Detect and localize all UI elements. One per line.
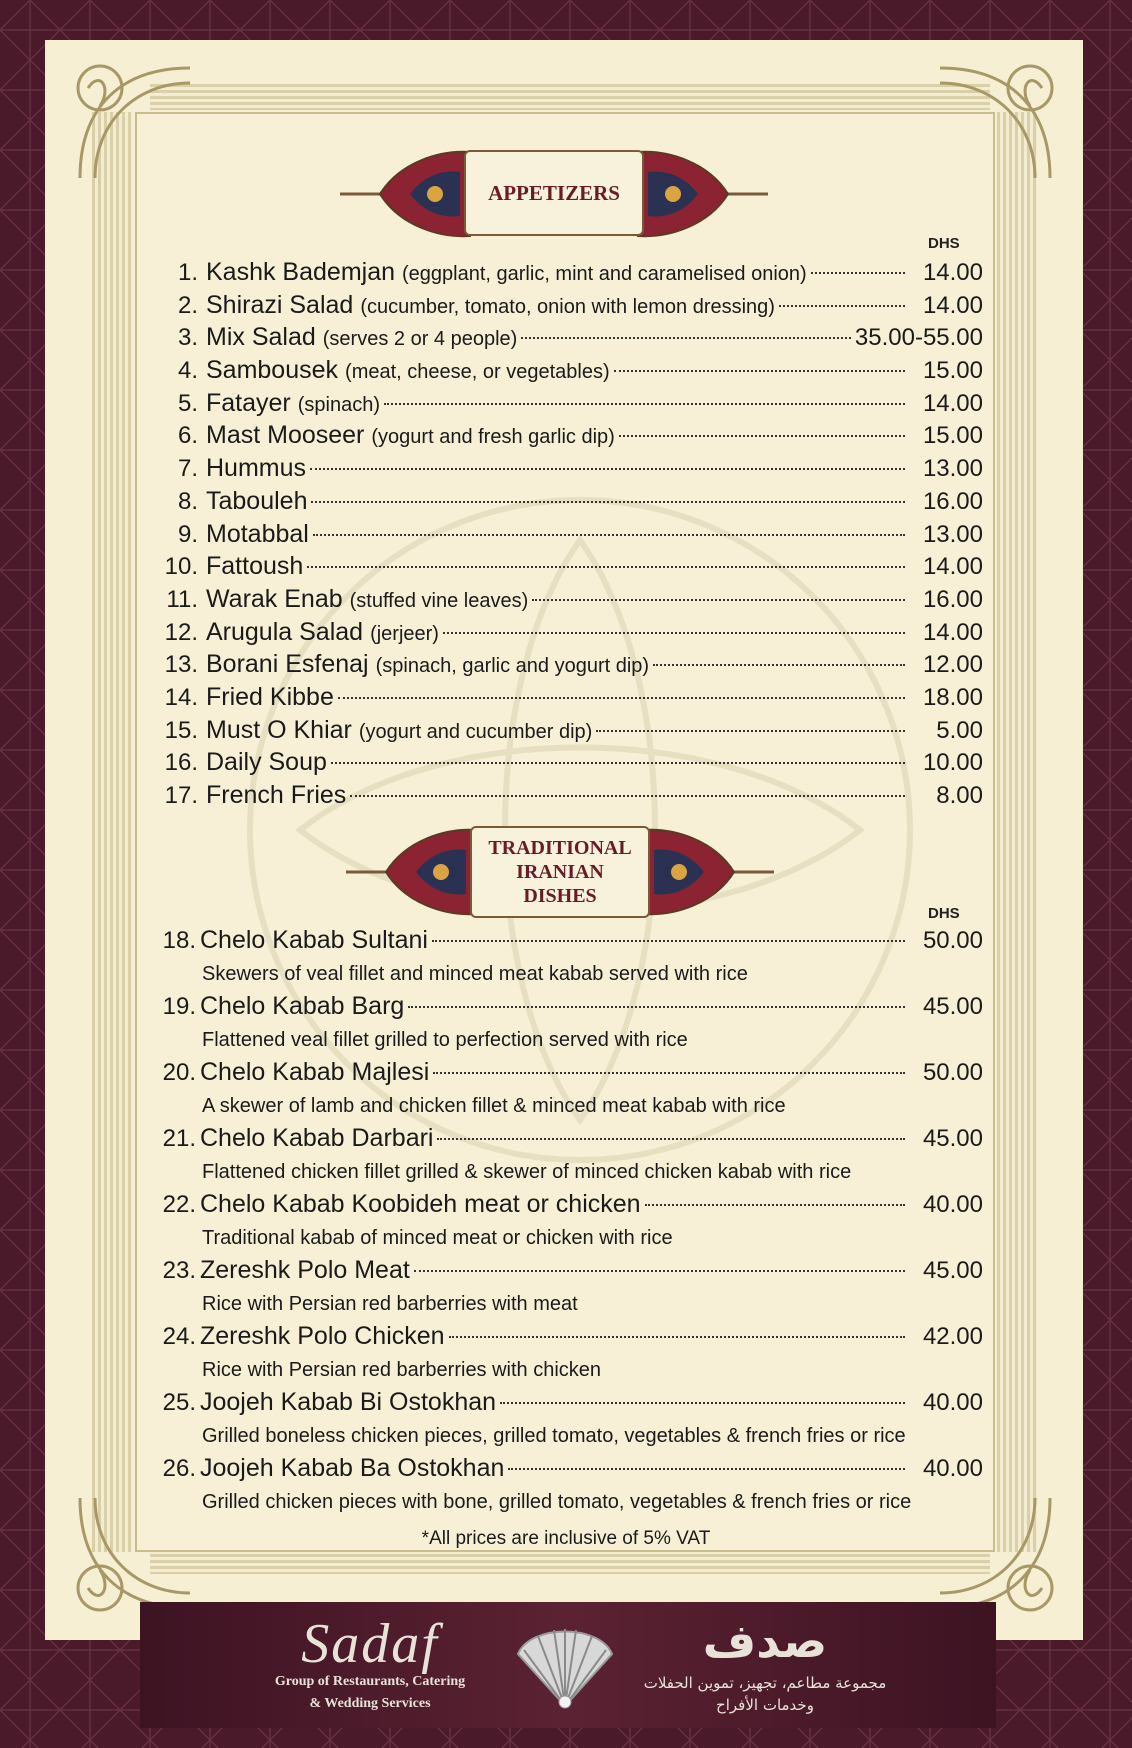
dot-leader	[433, 1072, 905, 1074]
menu-item-row	[160, 585, 983, 618]
menu-item-row	[160, 618, 983, 651]
item-description: A skewer of lamb and chicken fillet & minced meat kabab with rice	[202, 1095, 786, 1117]
item-name: Joojeh Kabab Ba Ostokhan	[200, 1454, 505, 1482]
item-name: Zereshk Polo Chicken	[200, 1322, 445, 1350]
corner-ornament-icon	[60, 48, 210, 198]
item-number: 4.	[177, 357, 198, 385]
item-price: 14.00	[922, 553, 983, 581]
item-number: 7.	[177, 455, 198, 483]
traditional-list	[160, 926, 983, 1520]
dot-leader	[437, 1138, 905, 1140]
item-number: 2.	[177, 291, 198, 319]
item-note: (spinach, garlic and yogurt dip)	[375, 655, 650, 678]
arabic-logo-text: صدف	[702, 1614, 828, 1668]
appetizers-list	[160, 258, 983, 814]
dot-leader	[596, 730, 905, 732]
footer-subtitle-line2: & Wedding Services	[309, 1696, 431, 1711]
item-number: 19.	[162, 993, 196, 1020]
item-price: 12.00	[922, 651, 983, 679]
item-name: French Fries	[206, 781, 347, 809]
item-number: 23.	[162, 1257, 196, 1284]
currency-label: DHS	[928, 905, 960, 922]
item-note: (stuffed vine leaves)	[349, 589, 529, 612]
menu-item-row	[160, 487, 983, 520]
item-number: 17.	[164, 782, 198, 809]
dot-leader	[443, 632, 905, 634]
item-name: Fattoush	[206, 552, 304, 581]
dot-leader	[645, 1204, 905, 1206]
item-number: 9.	[177, 520, 198, 548]
dot-leader	[331, 762, 905, 764]
item-name: Fatayer	[206, 388, 291, 417]
dot-leader	[619, 435, 905, 437]
item-price: 40.00	[922, 1191, 983, 1218]
item-name: Warak Enab	[206, 584, 343, 613]
menu-item-row	[160, 650, 983, 683]
dot-leader	[521, 337, 851, 339]
dot-leader	[508, 1468, 905, 1470]
item-price: 45.00	[922, 993, 983, 1020]
item-name: Zereshk Polo Meat	[200, 1256, 410, 1284]
frame-pillar-right	[997, 112, 1037, 1552]
item-price: 13.00	[922, 455, 983, 483]
item-price: 42.00	[922, 1323, 983, 1350]
item-name: Borani Esfenaj	[206, 650, 369, 679]
item-number: 26.	[162, 1455, 196, 1482]
menu-item-row	[160, 1124, 983, 1158]
item-number: 25.	[162, 1389, 196, 1416]
item-price: 50.00	[922, 927, 983, 954]
item-number: 1.	[177, 259, 198, 286]
item-price: 16.00	[922, 487, 983, 515]
menu-item-row	[160, 1322, 983, 1356]
dot-leader	[449, 1336, 905, 1338]
item-note: (yogurt and cucumber dip)	[358, 720, 593, 743]
item-number: 13.	[164, 651, 198, 679]
item-name: Shirazi Salad	[206, 290, 354, 319]
item-price: 14.00	[922, 291, 983, 319]
frame-pillar-left	[92, 112, 132, 1552]
item-description: Flattened chicken fillet grilled & skewer of minced chicken kabab with rice	[202, 1161, 852, 1183]
item-number: 21.	[162, 1125, 196, 1152]
item-name: Joojeh Kabab Bi Ostokhan	[200, 1388, 497, 1416]
menu-item-row	[160, 552, 983, 585]
dot-leader	[307, 566, 905, 568]
item-name: Chelo Kabab Majlesi	[200, 1058, 430, 1086]
menu-item-row	[160, 356, 983, 389]
item-note: (jerjeer)	[370, 622, 439, 645]
menu-item-row	[160, 258, 983, 291]
item-name: Mast Mooseer	[206, 421, 365, 450]
item-number: 10.	[164, 553, 198, 581]
vat-note: *All prices are inclusive of 5% VAT	[421, 1528, 711, 1549]
item-price: 5.00	[936, 716, 983, 744]
item-number: 6.	[177, 422, 198, 450]
frame-pillar-top	[150, 84, 990, 110]
traditional-title: TRADITIONAL IRANIAN DISHES	[470, 826, 650, 918]
item-description: Rice with Persian red barberries with chicken	[202, 1359, 602, 1381]
menu-item-row	[160, 389, 983, 422]
menu-item-row	[160, 926, 983, 960]
menu-item-row	[160, 716, 983, 749]
item-price: 45.00	[922, 1257, 983, 1284]
item-note: (meat, cheese, or vegetables)	[345, 361, 610, 384]
item-price: 15.00	[922, 357, 983, 385]
item-description: Rice with Persian red barberries with meat	[202, 1293, 578, 1315]
dot-leader	[310, 468, 905, 470]
dot-leader	[653, 664, 905, 666]
item-price: 40.00	[922, 1389, 983, 1416]
item-number: 8.	[177, 487, 198, 515]
item-note: (yogurt and fresh garlic dip)	[371, 426, 615, 449]
item-name: Fried Kibbe	[206, 682, 334, 711]
item-note: (cucumber, tomato, onion with lemon dressing)	[360, 295, 775, 318]
dot-leader	[350, 795, 905, 797]
item-price: 8.00	[936, 782, 983, 809]
arabic-subtitle-line2: وخدمات الأفراح	[716, 1696, 814, 1714]
dot-leader	[384, 403, 905, 405]
dot-leader	[408, 1006, 905, 1008]
item-number: 18.	[162, 927, 196, 954]
dot-leader	[313, 534, 905, 536]
footer-subtitle-line1: Group of Restaurants, Catering	[274, 1674, 466, 1689]
menu-item-row	[160, 421, 983, 454]
item-number: 14.	[164, 683, 198, 711]
item-number: 3.	[177, 324, 198, 352]
menu-item-row	[160, 683, 983, 716]
item-price: 50.00	[922, 1059, 983, 1086]
dot-leader	[338, 697, 905, 699]
sadaf-logo-text: Sadaf	[301, 1613, 439, 1675]
item-description: Grilled chicken pieces with bone, grilled tomato, vegetables & french fries or rice	[202, 1491, 912, 1513]
menu-item-row	[160, 1058, 983, 1092]
menu-item-row	[160, 1256, 983, 1290]
item-price: 14.00	[922, 618, 983, 646]
item-name: Must O Khiar	[206, 715, 352, 744]
item-price: 10.00	[922, 749, 983, 777]
menu-item-row	[160, 781, 983, 814]
item-description: Traditional kabab of minced meat or chicken with rice	[202, 1227, 673, 1249]
item-note: (spinach)	[297, 393, 381, 416]
menu-item-row	[160, 992, 983, 1026]
item-price: 15.00	[922, 422, 983, 450]
dot-leader	[614, 370, 905, 372]
menu-item-row	[160, 1388, 983, 1422]
item-number: 16.	[164, 749, 198, 777]
item-note: (serves 2 or 4 people)	[322, 328, 518, 351]
item-price: 45.00	[922, 1125, 983, 1152]
menu-item-row	[160, 748, 983, 781]
seashell-logo-icon	[510, 1614, 620, 1714]
item-price: 40.00	[922, 1455, 983, 1482]
menu-item-row	[160, 1454, 983, 1488]
item-name: Sambousek	[206, 356, 339, 385]
dot-leader	[311, 501, 905, 503]
arabic-subtitle-line1: مجموعة مطاعم، تجهيز، تموين الحفلات	[643, 1674, 887, 1692]
menu-item-row	[160, 1190, 983, 1224]
item-price: 18.00	[922, 683, 983, 711]
dot-leader	[414, 1270, 905, 1272]
item-number: 5.	[177, 389, 198, 417]
item-name: Chelo Kabab Darbari	[200, 1124, 434, 1152]
dot-leader	[500, 1402, 905, 1404]
currency-label: DHS	[928, 235, 960, 252]
item-name: Chelo Kabab Sultani	[200, 926, 428, 954]
item-number: 24.	[162, 1323, 196, 1350]
menu-item-row	[160, 454, 983, 487]
item-price: 35.00-55.00	[854, 324, 983, 352]
item-name: Arugula Salad	[206, 617, 364, 646]
item-name: Tabouleh	[206, 486, 308, 515]
item-price: 13.00	[922, 520, 983, 548]
item-number: 15.	[164, 716, 198, 744]
menu-item-row	[160, 291, 983, 324]
appetizers-title: APPETIZERS	[464, 150, 644, 236]
dot-leader	[532, 599, 905, 601]
item-number: 12.	[164, 618, 198, 646]
menu-item-row	[160, 323, 983, 356]
dot-leader	[432, 940, 905, 942]
menu-item-row	[160, 520, 983, 553]
item-number: 22.	[162, 1191, 196, 1218]
dot-leader	[779, 305, 905, 307]
dot-leader	[811, 272, 905, 274]
item-description: Flattened veal fillet grilled to perfection served with rice	[202, 1029, 688, 1051]
item-note: (eggplant, garlic, mint and caramelised onion)	[402, 263, 807, 285]
item-name: Daily Soup	[206, 748, 327, 777]
item-price: 16.00	[922, 585, 983, 613]
item-description: Grilled boneless chicken pieces, grilled tomato, vegetables & french fries or rice	[202, 1425, 906, 1447]
item-price: 14.00	[922, 389, 983, 417]
item-name: Motabbal	[206, 519, 309, 548]
item-name: Chelo Kabab Koobideh meat or chicken	[200, 1190, 641, 1218]
item-price: 14.00	[922, 259, 983, 286]
item-name: Kashk Bademjan	[206, 258, 396, 286]
corner-ornament-icon	[920, 48, 1070, 198]
item-description: Skewers of veal fillet and minced meat kabab served with rice	[202, 963, 748, 985]
item-name: Mix Salad	[206, 323, 316, 352]
item-number: 11.	[166, 585, 198, 613]
item-number: 20.	[162, 1059, 196, 1086]
item-name: Chelo Kabab Barg	[200, 992, 405, 1020]
item-name: Hummus	[206, 454, 307, 483]
